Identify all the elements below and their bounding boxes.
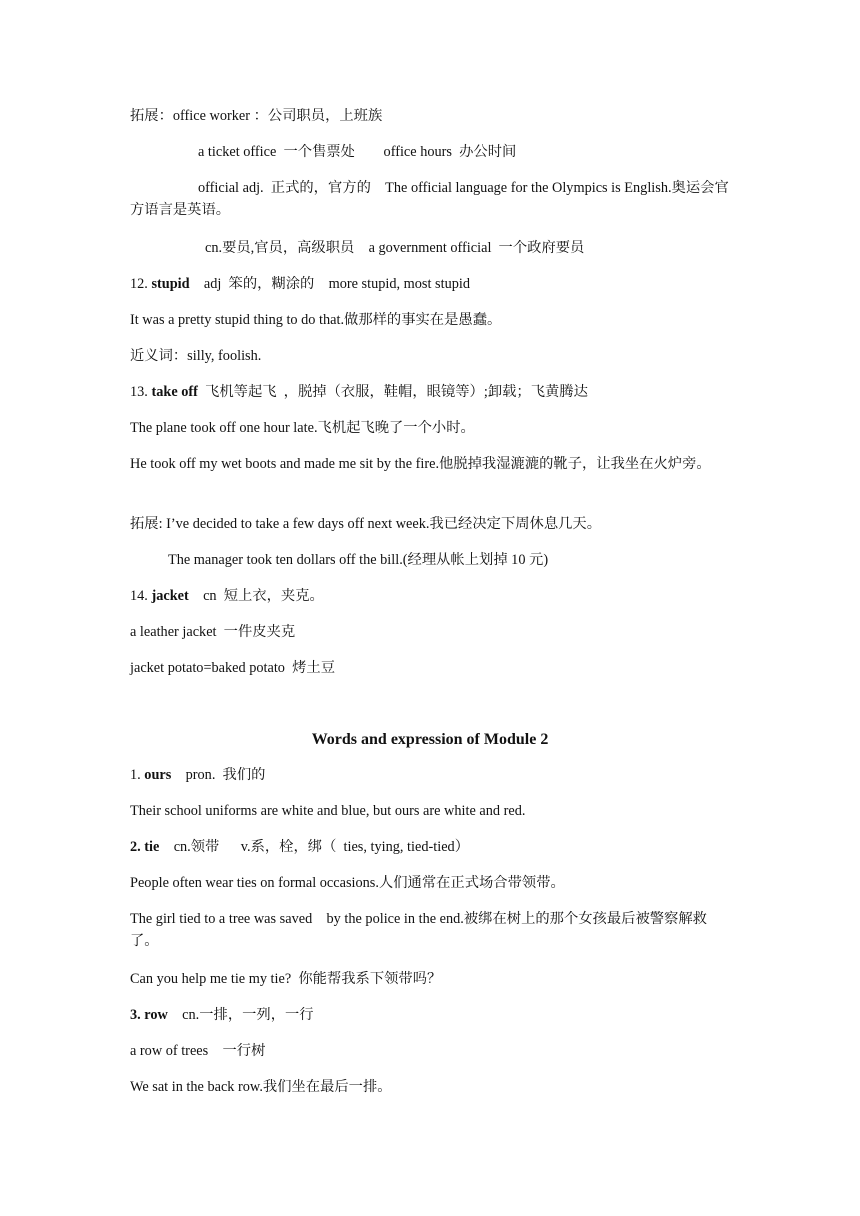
entry-word: take off [151, 384, 198, 400]
section-heading: Words and expression of Module 2 [311, 731, 549, 748]
entry-number: 1. [130, 767, 145, 783]
entry-definition: cn.领带 v.系，栓，绑（ ties, tying, tied-tied） [159, 839, 469, 855]
text-line: 拓展: I’ve decided to take a few days off next week.我已经决定下周休息几天。 [130, 516, 602, 532]
text-line: Their school uniforms are white and blue, but ours are white and red. [130, 803, 526, 819]
entry-definition: pron. 我们的 [171, 767, 266, 783]
text-line: The manager took ten dollars off the bill.(经理从帐上划掉 10 元) [168, 552, 549, 568]
text-line: 近义词：silly, foolish. [130, 348, 262, 364]
entry-definition: cn.一排，一列，一行 [167, 1007, 314, 1023]
entry-word: jacket [151, 588, 189, 604]
text-line: a ticket office 一个售票处 office hours 办公时间 [198, 144, 517, 160]
text-line: official adj. 正式的，官方的 The official language for the Olympics is English.奥运会官方语言是英语。 [130, 180, 729, 218]
entry-word: 3. row [130, 1007, 168, 1023]
text-line: People often wear ties on formal occasions.人们通常在正式场合带领带。 [130, 875, 565, 891]
vocab-entry [130, 381, 734, 403]
text-line: 拓展：office worker ：公司职员，上班族 [130, 108, 383, 124]
entry-definition: adj 笨的，糊涂的 more stupid, most stupid [189, 276, 470, 292]
text-line: The girl tied to a tree was saved by the police in the end.被绑在树上的那个女孩最后被警察解救了。 [130, 911, 707, 949]
vocab-entry [130, 585, 734, 607]
text-line: It was a pretty stupid thing to do that.做那样的事实在是愚蠢。 [130, 312, 502, 328]
text-line: The plane took off one hour late.飞机起飞晚了一个小时。 [130, 420, 475, 436]
entry-number: 12. [130, 276, 152, 292]
text-line: a leather jacket 一件皮夹克 [130, 624, 296, 640]
entry-definition: cn 短上衣，夹克。 [188, 588, 324, 604]
text-line: cn.要员,官员，高级职员 a government official 一个政府要员 [205, 240, 585, 256]
entry-word: 2. tie [130, 839, 160, 855]
entry-word: stupid [151, 276, 190, 292]
text-line: jacket potato=baked potato 烤土豆 [130, 660, 335, 676]
text-line: He took off my wet boots and made me sit by the fire.他脱掉我湿漉漉的靴子，让我坐在火炉旁。 [130, 456, 711, 472]
entry-word: ours [144, 767, 172, 783]
vocab-entry [130, 273, 734, 295]
entry-number: 14. [130, 588, 152, 604]
vocab-entry [130, 764, 734, 786]
entry-definition: 飞机等起飞 ，脱掉（衣服，鞋帽，眼镜等）;卸载；飞黄腾达 [197, 384, 588, 400]
text-line: We sat in the back row.我们坐在最后一排。 [130, 1079, 392, 1095]
entry-number: 13. [130, 384, 152, 400]
text-line: Can you help me tie my tie? 你能帮我系下领带吗？ [130, 971, 442, 987]
text-line: a row of trees 一行树 [130, 1043, 266, 1059]
vocab-entry [130, 836, 734, 858]
vocab-entry [130, 1004, 734, 1026]
